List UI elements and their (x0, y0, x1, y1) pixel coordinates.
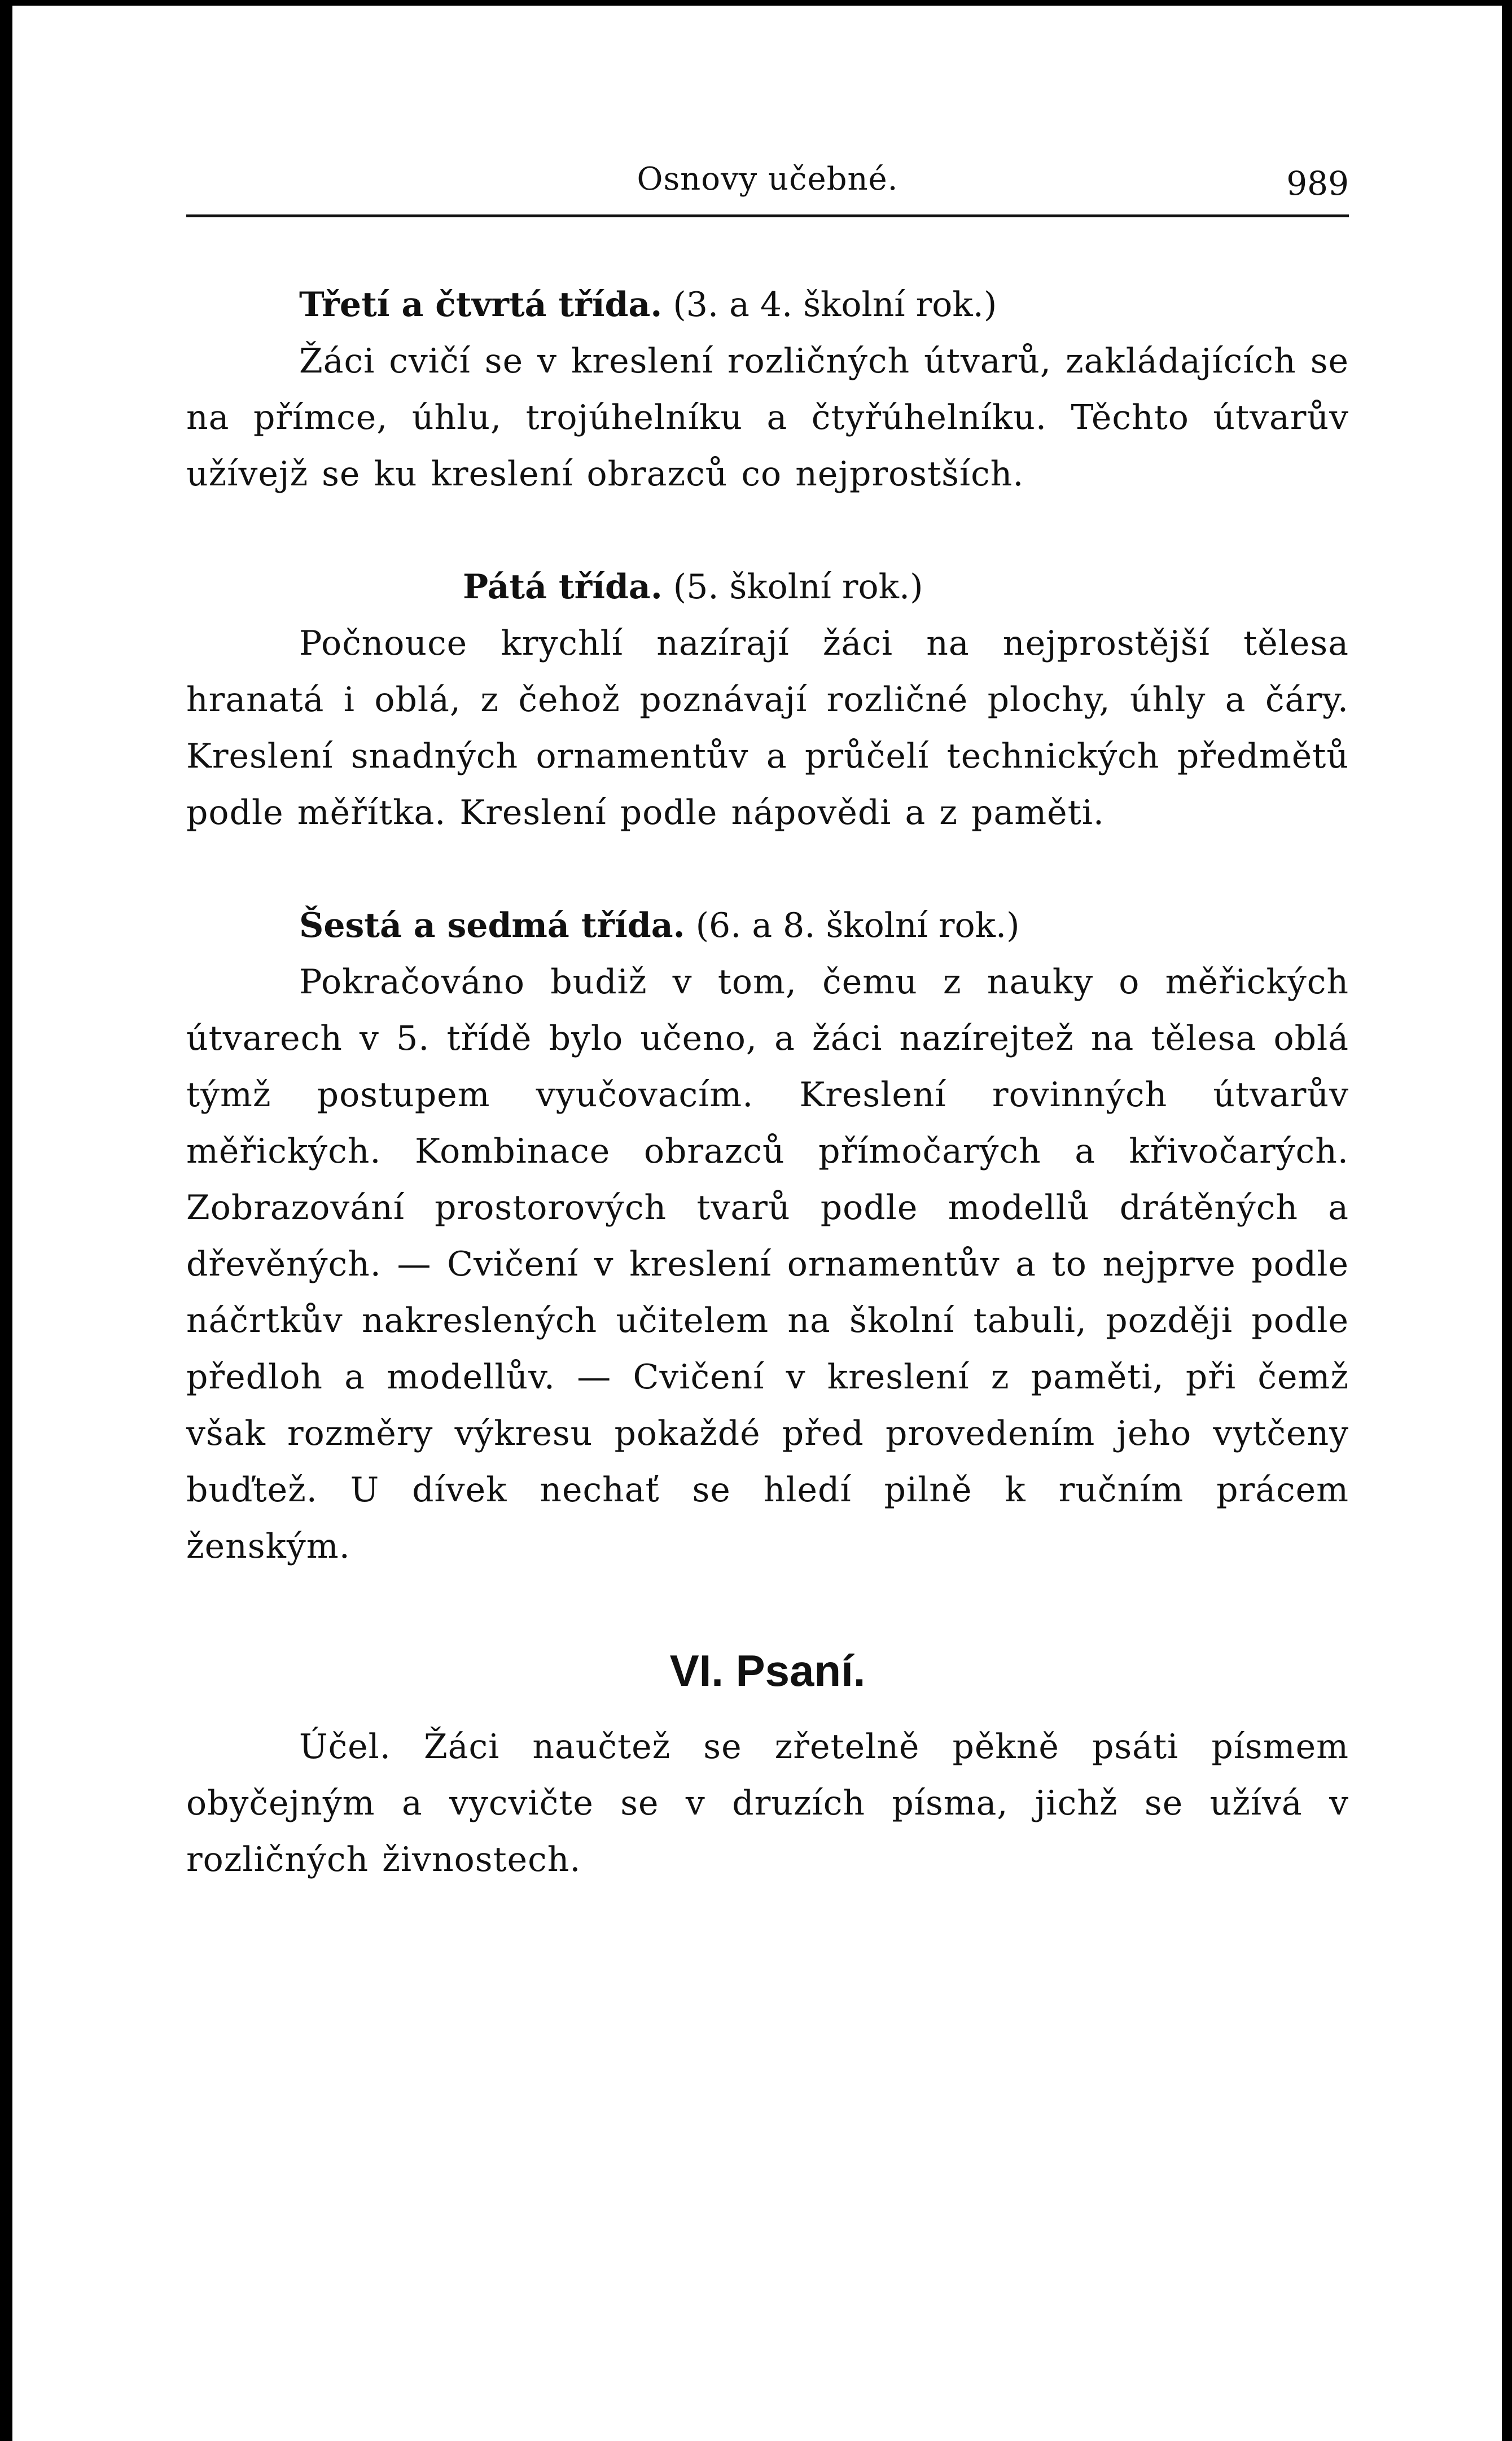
section-heading-title: Třetí a čtvrtá třída. (299, 285, 663, 325)
running-head (186, 161, 1349, 206)
scan-border-left (0, 0, 12, 2441)
section-paragraph-5: Počnouce krychlí nazírají žáci na nejprostější tělesa hranatá i oblá, z čehož poznávají rozličné plochy, úhly a čáry. Kreslení snadných ornamentův a průčelí technických předmětů podle měřítka. Kreslení podle nápovědi a z paměti. (186, 624, 1349, 832)
scan-border-top (0, 0, 1512, 6)
section-heading-5 (186, 559, 1349, 615)
section-paragraph-6-7: Pokračováno budiž v tom, čemu z nauky o měřických útvarech v 5. třídě bylo učeno, a žáci nazírejtež na tělesa oblá týmž postupem vyučovacím. Kreslení rovinných útvarův měřických. Kombinace obrazců přímočarých a křivočarých. Zobrazování prostorových tvarů podle modellů drátěných a dřevěných. — Cvičení v kreslení ornamentův a to nejprve podle náčrtkův nakreslených učitelem na školní tabuli, později podle předloh a modellův. — Cvičení v kreslení z paměti, při čemž však rozměry výkresu pokaždé před provedením jeho vytčeny buďtež. U dívek nechať se hledí pilně k ručním prácem ženským. (186, 962, 1349, 1566)
section-heading-title: Pátá třída. (463, 567, 663, 607)
section-heading-3-4 (186, 277, 1349, 333)
section-heading-title: Šestá a sedmá třída. (299, 906, 685, 945)
page-number: 989 (1286, 164, 1349, 203)
page-body (186, 277, 1349, 1888)
section-paragraph-3-4: Žáci cvičí se v kreslení rozličných útvarů, zakládajících se na přímce, úhlu, trojúhelníku a čtyřúhelníku. Těchto útvarův užívejž se ku kreslení obrazců co nejprostších. (186, 341, 1349, 494)
chapter-title: VI. Psaní. (669, 1646, 866, 1695)
section-heading-years: (6. a 8. školní rok.) (695, 906, 1020, 945)
section-heading-years: (3. a 4. školní rok.) (673, 285, 997, 325)
header-rule (186, 214, 1349, 217)
running-title: Osnovy učebné. (637, 161, 899, 198)
chapter-paragraph: Účel. Žáci naučtež se zřetelně pěkně psáti písmem obyčejným a vycvičte se v druzích písma, jichž se užívá v rozličných živnostech. (186, 1727, 1349, 1879)
section-heading-6-7 (186, 897, 1349, 954)
section-heading-years: (5. školní rok.) (673, 567, 923, 607)
scan-border-right (1502, 0, 1512, 2441)
